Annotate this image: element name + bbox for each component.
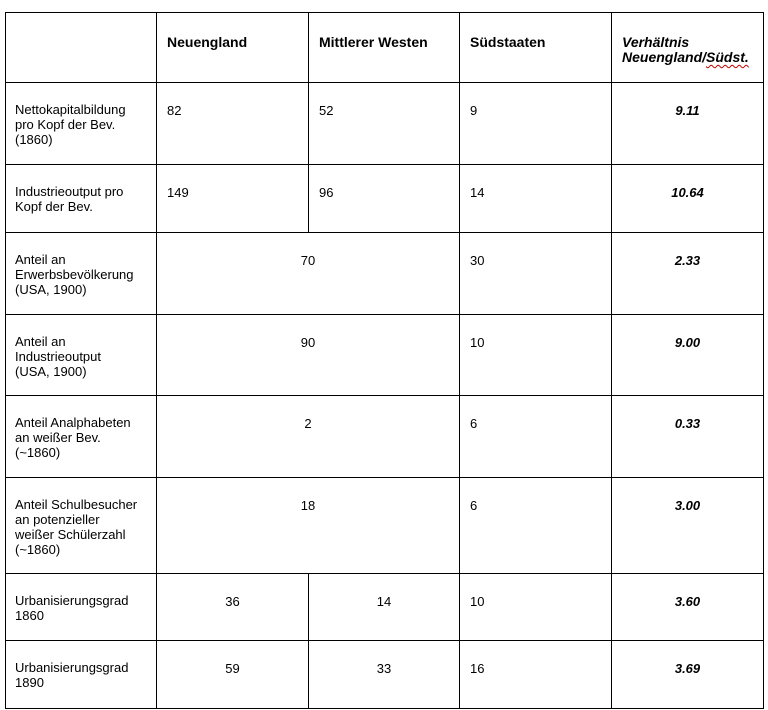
corner-cell xyxy=(6,13,157,83)
cell-suedstaaten: 10 xyxy=(460,315,612,396)
row-label-line: Nettokapitalbildung xyxy=(15,102,126,117)
row-label-line: (1860) xyxy=(15,132,53,147)
row-label-line: Anteil Schulbesucher xyxy=(15,497,138,512)
row-label xyxy=(6,641,157,709)
cell-mittlerer-westen: 33 xyxy=(309,641,460,709)
cell-suedstaaten: 9 xyxy=(460,83,612,165)
row-label-line: Urbanisierungsgrad xyxy=(15,593,129,608)
row-label-line: Industrieoutput pro xyxy=(15,184,124,199)
row-label-line: Erwerbsbevölkerung xyxy=(15,267,134,282)
row-label xyxy=(6,315,157,396)
row-label-line: Urbanisierungsgrad xyxy=(15,660,129,675)
cell-combined-nord: 90 xyxy=(157,315,460,396)
col-header-mittlerer-westen: Mittlerer Westen xyxy=(309,13,460,83)
row-label-line: Anteil an xyxy=(15,334,66,349)
row-label-line: pro Kopf der Bev. xyxy=(15,117,116,132)
cell-suedstaaten: 6 xyxy=(460,396,612,478)
cell-neuengland: 36 xyxy=(157,574,309,641)
cell-ratio: 3.69 xyxy=(612,641,764,709)
table-row xyxy=(6,83,764,165)
row-label-line: Kopf der Bev. xyxy=(15,199,93,214)
table-row xyxy=(6,478,764,574)
cell-suedstaaten: 30 xyxy=(460,233,612,315)
cell-suedstaaten: 6 xyxy=(460,478,612,574)
table-row xyxy=(6,315,764,396)
cell-mittlerer-westen: 52 xyxy=(309,83,460,165)
cell-combined-nord: 70 xyxy=(157,233,460,315)
row-label-line: an potenzieller xyxy=(15,512,100,527)
row-label-line: Anteil an xyxy=(15,252,66,267)
row-label xyxy=(6,233,157,315)
cell-ratio: 9.00 xyxy=(612,315,764,396)
ratio-header-line2b: Südst. xyxy=(706,49,749,65)
row-label-line: (~1860) xyxy=(15,445,61,460)
table-row xyxy=(6,233,764,315)
ratio-header-line1: Verhältnis xyxy=(622,34,690,50)
cell-combined-nord: 2 xyxy=(157,396,460,478)
ratio-header-line2a: Neuengland/ xyxy=(622,49,707,65)
row-label xyxy=(6,83,157,165)
table-row xyxy=(6,641,764,709)
table-row xyxy=(6,396,764,478)
row-label-line: (USA, 1900) xyxy=(15,364,87,379)
row-label-line: Anteil Analphabeten xyxy=(15,415,131,430)
col-header-ratio xyxy=(612,13,764,83)
row-label xyxy=(6,396,157,478)
cell-suedstaaten: 14 xyxy=(460,165,612,233)
row-label-line: (~1860) xyxy=(15,542,61,557)
row-label-line: 1890 xyxy=(15,675,44,690)
row-label xyxy=(6,574,157,641)
data-table xyxy=(5,12,764,709)
row-label-line: weißer Schülerzahl xyxy=(15,527,126,542)
cell-neuengland: 82 xyxy=(157,83,309,165)
cell-neuengland: 59 xyxy=(157,641,309,709)
row-label-line: 1860 xyxy=(15,608,44,623)
cell-mittlerer-westen: 14 xyxy=(309,574,460,641)
row-label xyxy=(6,478,157,574)
cell-ratio: 3.00 xyxy=(612,478,764,574)
row-label-line: (USA, 1900) xyxy=(15,282,87,297)
table-row xyxy=(6,574,764,641)
cell-suedstaaten: 10 xyxy=(460,574,612,641)
row-label-line: Industrieoutput xyxy=(15,349,102,364)
cell-neuengland: 149 xyxy=(157,165,309,233)
header-row xyxy=(6,13,764,83)
col-header-neuengland: Neuengland xyxy=(157,13,309,83)
cell-suedstaaten: 16 xyxy=(460,641,612,709)
row-label-line: an weißer Bev. xyxy=(15,430,101,445)
cell-mittlerer-westen: 96 xyxy=(309,165,460,233)
table-row xyxy=(6,165,764,233)
cell-ratio: 10.64 xyxy=(612,165,764,233)
cell-ratio: 9.11 xyxy=(612,83,764,165)
row-label xyxy=(6,165,157,233)
cell-ratio: 2.33 xyxy=(612,233,764,315)
cell-combined-nord: 18 xyxy=(157,478,460,574)
col-header-suedstaaten: Südstaaten xyxy=(460,13,612,83)
cell-ratio: 3.60 xyxy=(612,574,764,641)
cell-ratio: 0.33 xyxy=(612,396,764,478)
